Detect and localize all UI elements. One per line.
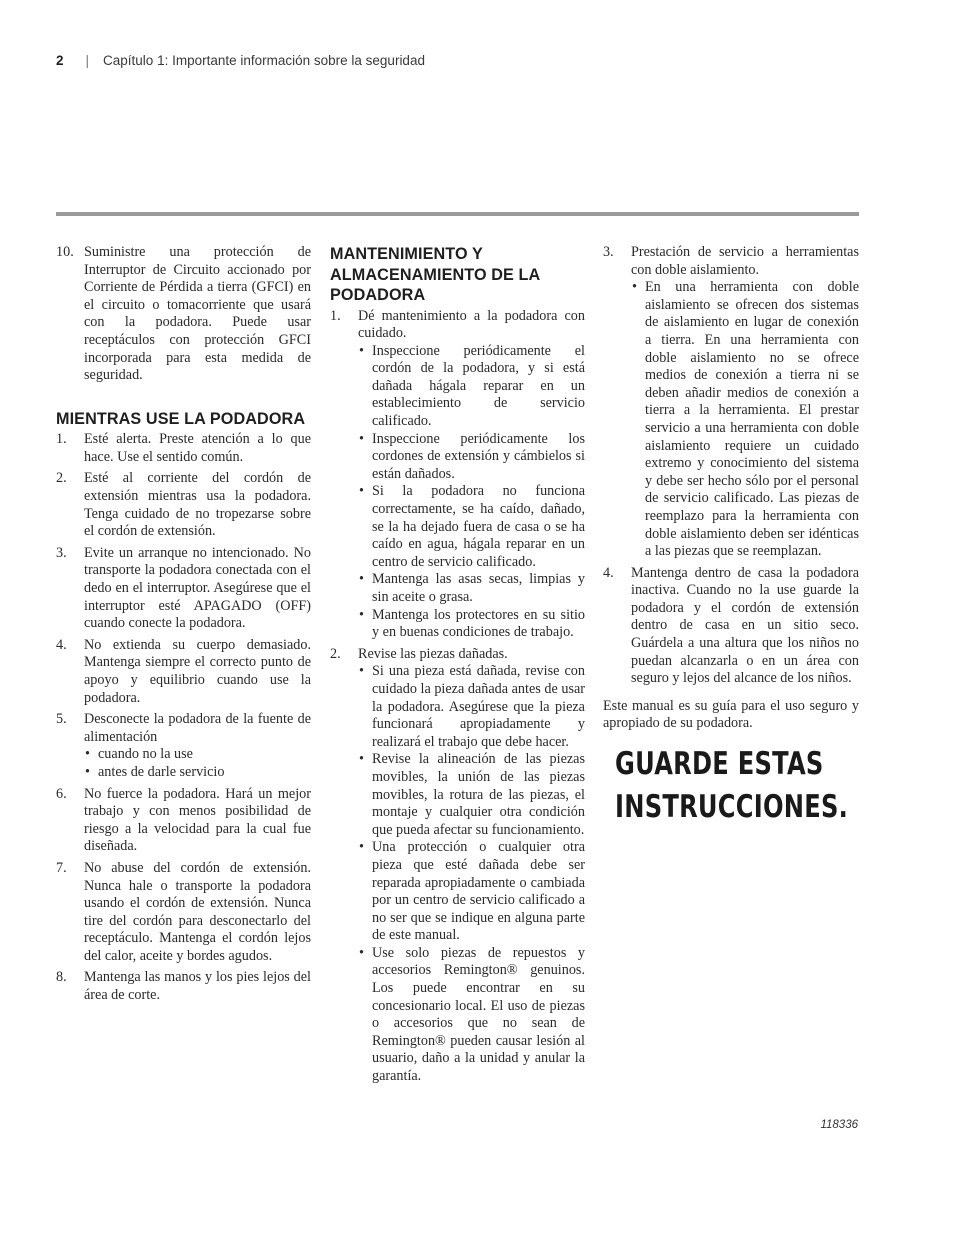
list-item <box>56 431 311 466</box>
bullet-item: • Use solo piezas de repuestos y accesorios Remington® genuinos. Los puede encontrar en su concesionario local. El uso de piezas o accesorios que no sean de Remington® pueden causar lesión al usuario, daño a la unidad y anular la garantía. <box>358 945 585 1086</box>
list-item <box>56 244 311 385</box>
column-middle <box>330 244 585 1090</box>
bullet-list <box>358 343 585 642</box>
item-number: 10. <box>56 244 74 260</box>
bullet-list <box>358 663 585 1085</box>
item-text: No abuse del cordón de extensión. Nunca hale o transporte la podadora usando el cordón de extensión. Nunca tire del cordón para desconectarlo del receptáculo. Mantenga el cordón lejos del calor, aceite y bordes agudos. <box>84 859 311 964</box>
bullet-item: • Mantenga las asas secas, limpias y sin aceite o grasa. <box>358 571 585 606</box>
list-item <box>56 969 311 1004</box>
item-text: Mantenga las manos y los pies lejos del área de corte. <box>84 969 311 1004</box>
item-text: Esté al corriente del cordón de extensión mientras usa la podadora. Tenga cuidado de no tropezarse sobre el cordón de extensión. <box>84 470 311 540</box>
item-text: Evite un arranque no intencionado. No transporte la podadora conectada con el dedo en el interruptor. Asegúrese que el interruptor esté APAGADO (OFF) cuando conecte la podadora. <box>84 544 311 632</box>
bullet-item: • Inspeccione periódicamente los cordones de extensión y cámbielos si están dañados. <box>358 431 585 484</box>
item-number: 4. <box>56 636 67 653</box>
bullet-item: • antes de darle servicio <box>84 764 311 782</box>
item-text: Esté alerta. Preste atención a lo que hace. Use el sentido común. <box>84 431 311 465</box>
section-divider <box>56 212 859 216</box>
list-item <box>56 711 311 781</box>
list-item <box>56 470 311 540</box>
header-separator: | <box>85 53 90 68</box>
item-number: 8. <box>56 969 67 986</box>
list-item <box>56 860 311 966</box>
bullet-list <box>631 279 859 561</box>
while-using-list <box>56 431 311 1004</box>
running-head <box>56 53 425 68</box>
list-item <box>603 244 859 561</box>
chapter-title: Capítulo 1: Importante información sobre la seguridad <box>103 53 425 68</box>
bullet-item: • En una herramienta con doble aislamiento se ofrecen dos sistemas de aislamiento en lugar de conexión a tierra. En una herramienta con doble aislamiento no se ofrece medios de conexión a tierra ni se deben añadir medios de conexión a tierra a la herramienta. El prestar servicio a una herramienta con doble aislamiento requiere un cuidado extremo y conocimiento del sistema y debe ser hecho sólo por el personal de servicio calificado. Las piezas de reemplazo para la herramienta con doble aislamiento deben ser idénticas a las piezas que se reemplazan. <box>631 279 859 561</box>
list-item <box>330 308 585 642</box>
column-left <box>56 244 311 1009</box>
item-text: Dé mantenimiento a la podadora con cuidado. <box>358 307 585 342</box>
page-number: 2 <box>56 53 64 68</box>
bullet-item: • Si la podadora no funciona correctamente, se ha caído, dañado, se la ha dejado fuera de casa o se ha caído en agua, hágala reparar en un centro de servicio calificado. <box>358 483 585 571</box>
bullet-item: • Inspeccione periódicamente el cordón de la podadora, y si está dañada hágala reparar en un establecimiento de servicio calificado. <box>358 343 585 431</box>
item-number: 6. <box>56 785 67 802</box>
banner-line: INSTRUCCIONES. <box>615 789 849 826</box>
banner-line: GUARDE ESTAS <box>615 746 824 783</box>
bullet-item: • Mantenga los protectores en su sitio y en buenas condiciones de trabajo. <box>358 607 585 642</box>
item-text: Revise las piezas dañadas. <box>358 645 508 662</box>
item-text: Suministre una protección de Interruptor de Circuito accionado por Corriente de Pérdida a tierra (GFCI) en el circuito o tomacorriente que usará con la podadora. Puede usar receptáculos con protección GFCI incorporada para esta medida de seguridad. <box>84 244 311 384</box>
item-number: 2. <box>56 470 67 487</box>
item-number: 5. <box>56 711 67 728</box>
item-number: 4. <box>603 564 614 581</box>
item-number: 1. <box>56 431 67 448</box>
maintenance-list-continued <box>603 244 859 688</box>
bullet-item: • Una protección o cualquier otra pieza que esté dañada debe ser reparada apropiadamente o cambiada por un centro de servicio calificado a no ser que se indique en alguna parte de este manual. <box>358 839 585 945</box>
safety-list-continued <box>56 244 311 385</box>
part-number: 118336 <box>820 1119 858 1131</box>
item-text: Mantenga dentro de casa la podadora inactiva. Cuando no la use guarde la podadora y el cordón de extensión dentro de casa en un sitio seco. Guárdela a una altura que los niños no puedan alcanzarla o en un área con seguro y lejos del alcance de los niños. <box>631 564 859 687</box>
section-heading-while-using: MIENTRAS USE LA PODADORA <box>56 409 306 428</box>
bullet-list <box>84 746 311 781</box>
save-instructions-banner <box>615 743 849 829</box>
list-item <box>603 565 859 688</box>
item-text: No extienda su cuerpo demasiado. Mantenga siempre el correcto punto de apoyo y equilibrio cuando use la podadora. <box>84 636 311 706</box>
column-right <box>603 244 859 829</box>
item-text: Desconecte la podadora de la fuente de alimentación <box>84 711 311 745</box>
bullet-item: • cuando no la use <box>84 746 311 764</box>
list-item <box>56 545 311 633</box>
item-number: 3. <box>56 544 67 561</box>
item-text: No fuerce la podadora. Hará un mejor trabajo y con menos posibilidad de riesgo a la velocidad para la cual fue diseñada. <box>84 785 311 855</box>
bullet-item: • Si una pieza está dañada, revise con cuidado la pieza dañada antes de usar la podadora. Asegúrese que la pieza funcionará apropiadamente y realizará el trabajo que debe hacer. <box>358 663 585 751</box>
maintenance-list <box>330 308 585 1086</box>
item-text: Prestación de servicio a herramientas con doble aislamiento. <box>631 244 859 278</box>
list-item <box>56 786 311 856</box>
section-heading-maintenance: MANTENIMIENTO Y ALMACENAMIENTO DE LA PODADORA <box>330 245 540 304</box>
item-number: 7. <box>56 859 67 876</box>
bullet-item: • Revise la alineación de las piezas movibles, la unión de las piezas movibles, la rotura de las piezas, el montaje y cualquier otra condición que pueda afectar su funcionamiento. <box>358 751 585 839</box>
item-number: 2. <box>330 645 341 662</box>
list-item <box>56 637 311 707</box>
list-item <box>330 646 585 1086</box>
item-number: 1. <box>330 307 341 324</box>
closing-paragraph: Este manual es su guía para el uso seguro y apropiado de su podadora. <box>603 697 859 732</box>
item-number: 3. <box>603 244 614 260</box>
